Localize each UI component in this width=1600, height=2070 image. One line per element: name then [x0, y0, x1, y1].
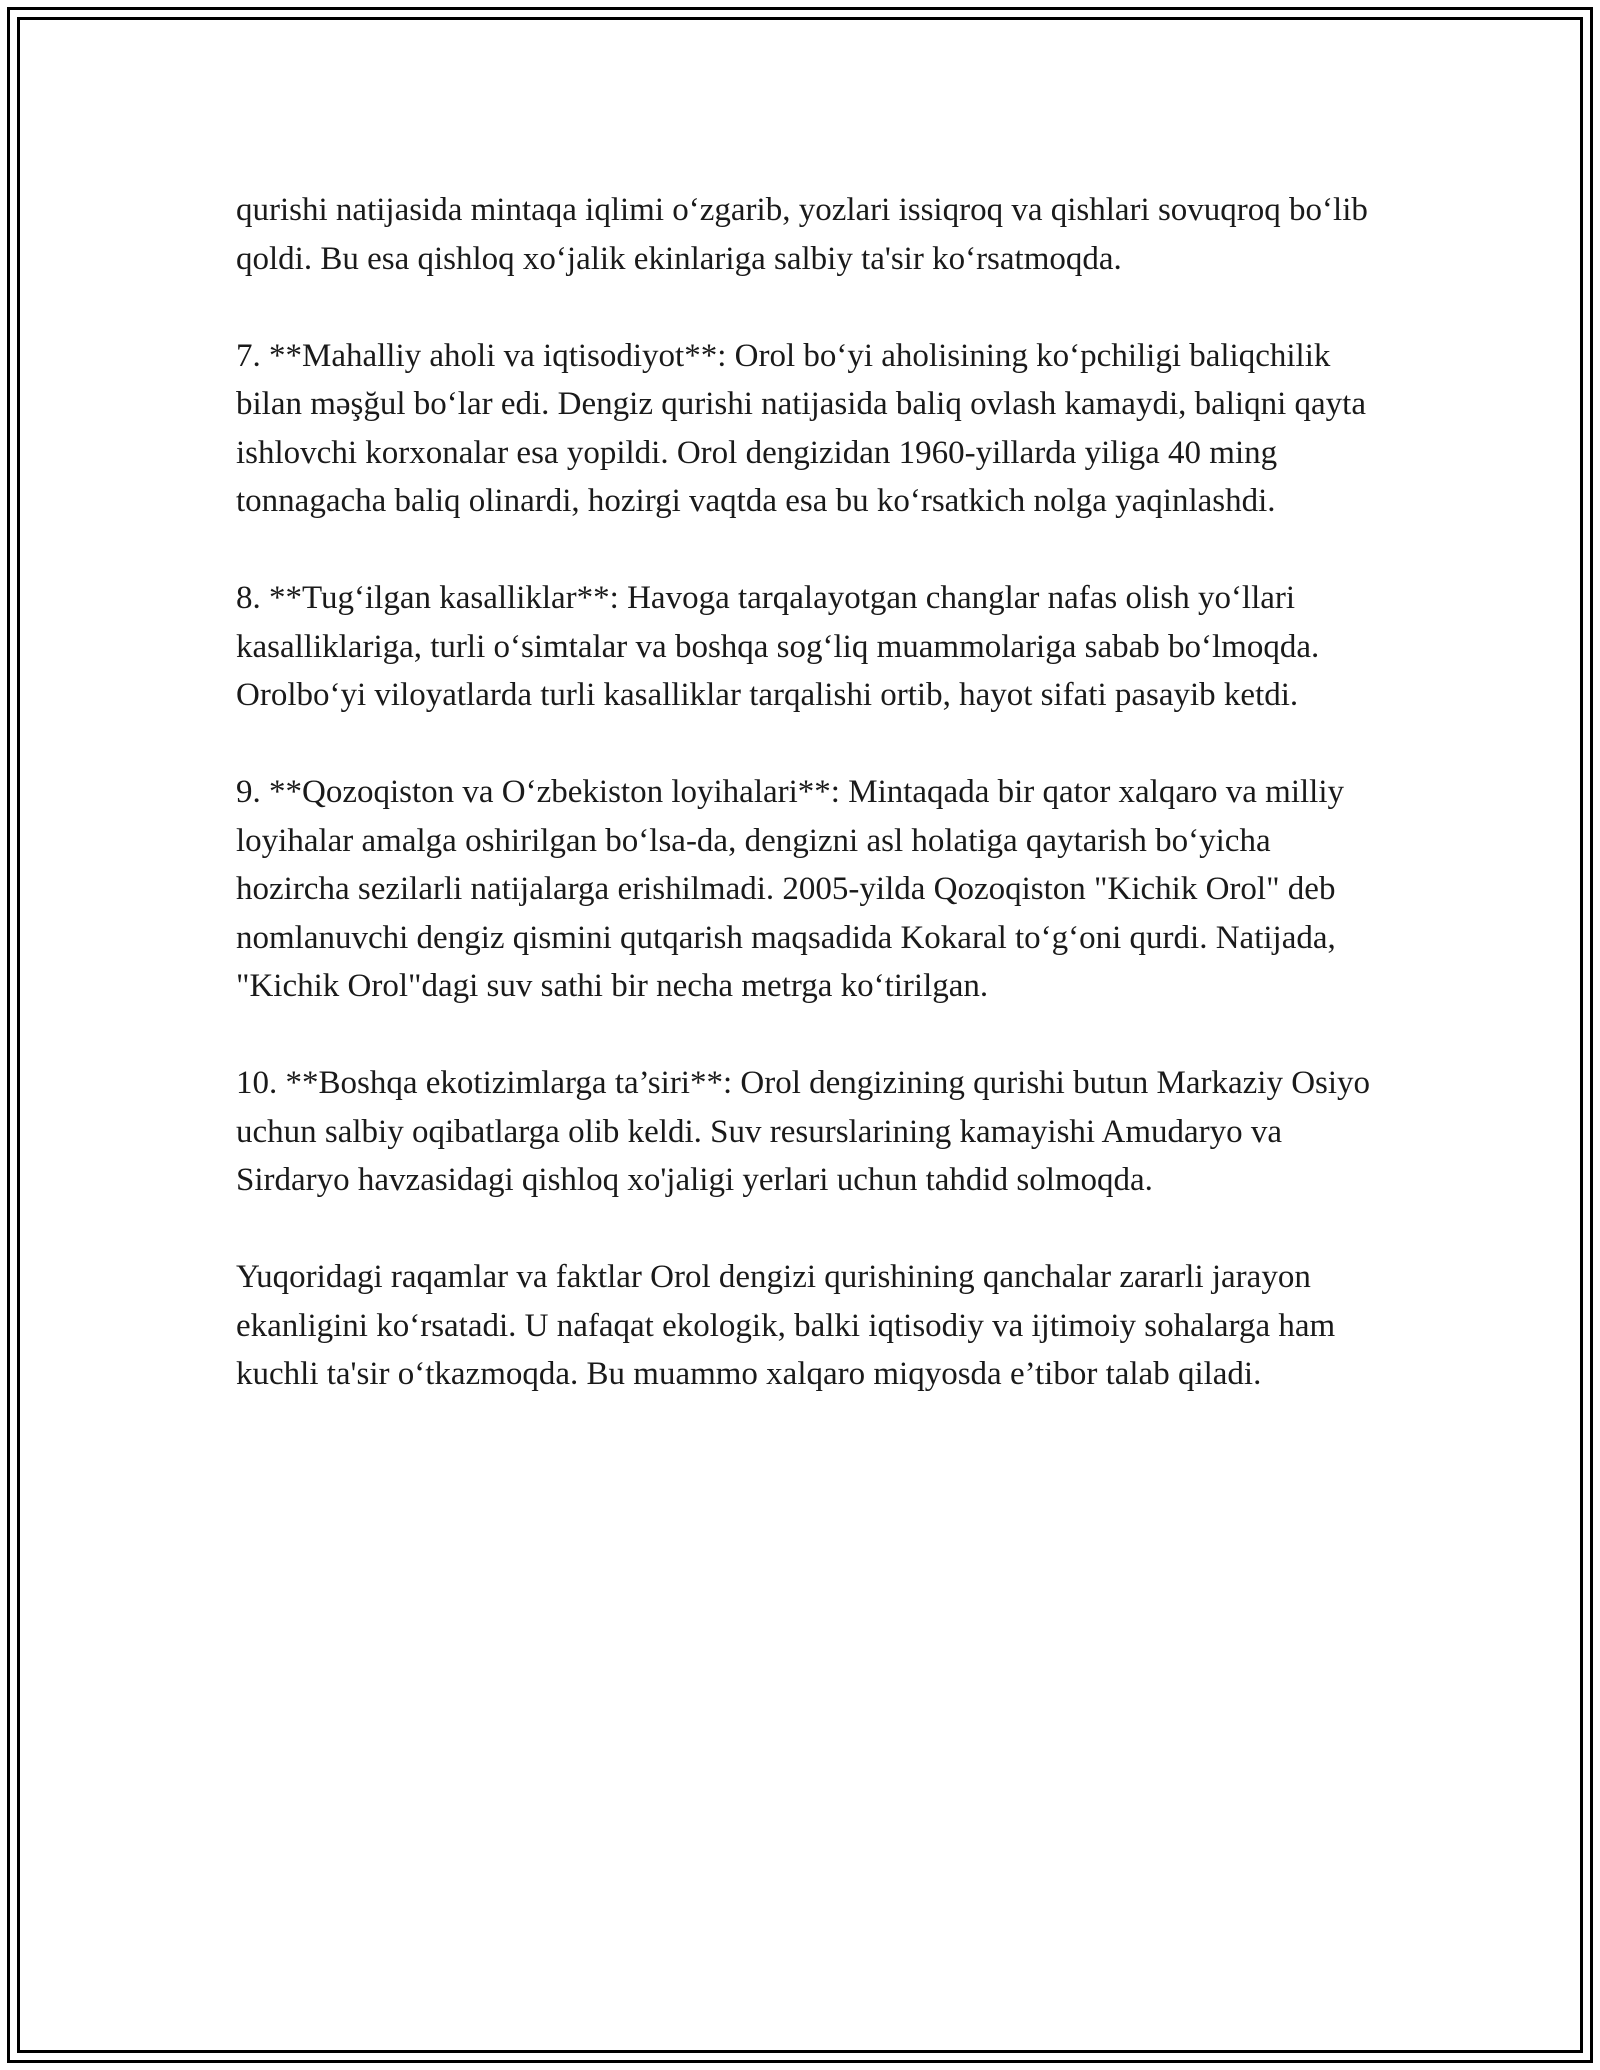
paragraph-ecosystems: 10. **Boshqa ekotizimlarga ta’siri**: Orol dengizining qurishi butun Markaziy Osiyo uchun salbiy oqibatlarga olib keldi. Suv resurslarining kamayishi Amudaryo va Sirdaryo havzasidagi qishloq xo'jaligi yerlari uchun tahdid solmoqda. — [236, 1065, 1371, 1198]
paragraph-diseases: 8. **Tug‘ilgan kasalliklar**: Havoga tarqalayotgan changlar nafas olish yo‘llari kasalliklariga, turli o‘simtalar va boshqa sog‘liq muammolariga sabab bo‘lmoqda. Orolbo‘yi viloyatlarda turli kasalliklar tarqalishi ortib, hayot sifati pasayib ketdi. — [236, 580, 1320, 713]
paragraph-conclusion: Yuqoridagi raqamlar va faktlar Orol dengizi qurishining qanchalar zararli jarayon ekanligini ko‘rsatadi. U nafaqat ekologik, balki iqtisodiy va ijtimoiy sohalarga ham kuchli ta'sir o‘tkazmoqda. Bu muammo xalqaro miqyosda e’tibor talab qiladi. — [236, 1259, 1336, 1392]
paragraph-local-economy: 7. **Mahalliy aholi va iqtisodiyot**: Orol bo‘yi aholisining ko‘pchiligi baliqchilik bilan məşğul bo‘lar edi. Dengiz qurishi natijasida baliq ovlash kamaydi, baliqni qayta ishlovchi korxonalar esa yopildi. Orol dengizidan 1960-yillarda yiliga 40 ming tonnagacha baliq olinardi, hozirgi vaqtda esa bu ko‘rsatkich nolga yaqinlashdi. — [236, 337, 1366, 519]
paragraph-projects: 9. **Qozoqiston va O‘zbekiston loyihalari**: Mintaqada bir qator xalqaro va milliy loyihalar amalga oshirilgan bo‘lsa-da, dengizni asl holatiga qaytarish bo‘yicha hozircha sezilarli natijalarga erishilmadi. 2005-yilda Qozoqiston "Kichik Orol" deb nomlanuvchi dengiz qismini qutqarish maqsadida Kokaral to‘g‘oni qurdi. Natijada, "Kichik Orol"dagi suv sathi bir necha metrga ko‘tirilgan. — [236, 774, 1344, 1004]
paragraph-climate-change: qurishi natijasida mintaqa iqlimi o‘zgarib, yozlari issiqroq va qishlari sovuqroq bo‘lib qoldi. Bu esa qishloq xo‘jalik ekinlariga salbiy ta'sir ko‘rsatmoqda. — [236, 192, 1368, 277]
document-body — [236, 186, 1376, 1447]
